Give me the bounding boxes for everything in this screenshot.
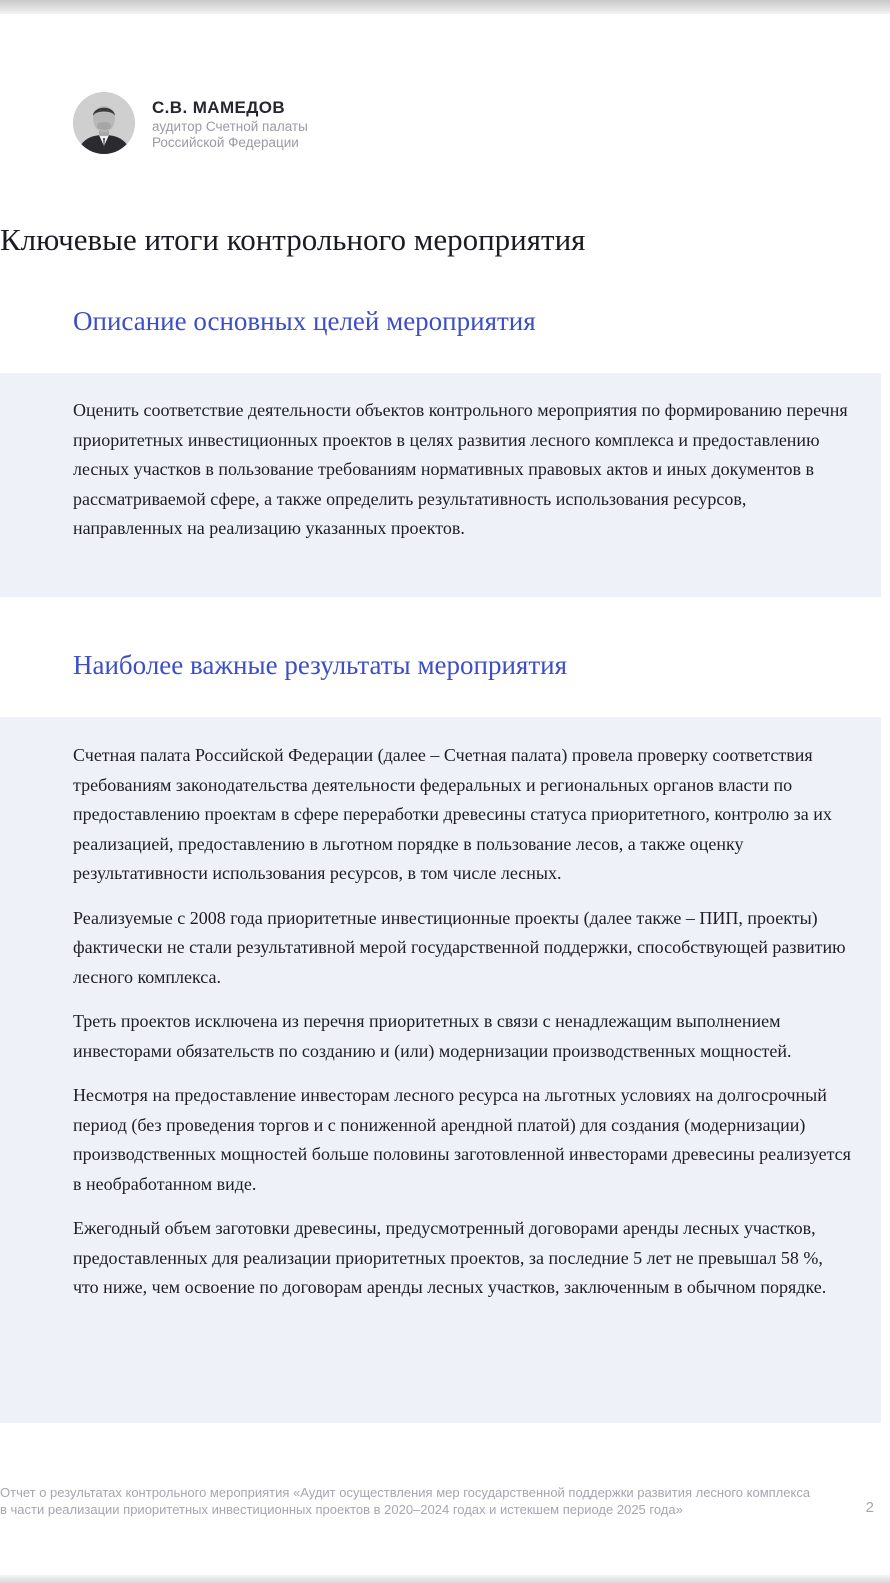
author-name: С.В. МАМЕДОВ: [152, 98, 286, 117]
goals-heading: Описание основных целей мероприятия: [73, 306, 536, 336]
person-portrait-icon: [73, 92, 135, 154]
results-paragraph: Треть проектов исключена из перечня приоритетных в связи с ненадлежащим выполнением инвесторами обязательств по созданию и (или) модернизации производственных мощностей.: [73, 1011, 792, 1061]
results-panel: [0, 717, 881, 1423]
top-edge: [0, 0, 890, 14]
page-number: 2: [865, 1499, 874, 1516]
results-paragraph: Счетная палата Российской Федерации (далее – Счетная палата) провела проверку соответствия требованиям законодательства деятельности федеральных и региональных органов власти по предоставлению проектам в сфере переработки древесины статуса приоритетного, контролю за их реализацией, предоставлению в льготном порядке в пользование лесов, а также оценку результативности использования ресурсов, в том числе лесных.: [73, 745, 832, 883]
page-title: Ключевые итоги контрольного мероприятия: [0, 222, 586, 257]
results-paragraph: Ежегодный объем заготовки древесины, предусмотренный договорами аренды лесных участков, предоставленных для реализации приоритетных проектов, за последние 5 лет не превышал 58 %, что ниже, чем освоение по договорам аренды лесных участков, заключенным в обычном порядке.: [73, 1218, 827, 1297]
results-paragraph: Реализуемые с 2008 года приоритетные инвестиционные проекты (далее также – ПИП, проекты) фактически не стали результативной мерой государственной поддержки, способствующей развитию лесного комплекса.: [73, 907, 846, 987]
results-paragraph: Несмотря на предоставление инвесторам лесного ресурса на льготных условиях на долгосрочный период (без проведения торгов и с пониженной арендной платой) для создания (модернизации) производственных мощностей больше половины заготовленной инвесторами древесины реализуется в необработанном виде.: [73, 1085, 851, 1194]
goals-panel: [0, 373, 881, 597]
author-role-line: Российской Федерации: [152, 135, 299, 150]
goals-paragraph: Оценить соответствие деятельности объектов контрольного мероприятия по формированию перечня приоритетных инвестиционных проектов в целях развития лесного комплекса и предоставлению лесных участков в пользование требованиям нормативных правовых актов и иных документов в рассматриваемой сфере, а также определить результативность использования ресурсов, направленных на реализацию указанных проектов.: [73, 400, 848, 538]
results-heading: Наиболее важные результаты мероприятия: [73, 650, 568, 680]
footer-report-title: Отчет о результатах контрольного мероприятия «Аудит осуществления мер государственной поддержки развития лесного комплекса в части реализации приоритетных инвестиционных проектов в 2020–2024 годах и истекшем периоде 2025 года»: [0, 1485, 811, 1517]
bottom-edge: [0, 1575, 890, 1583]
author-role-line: аудитор Счетной палаты: [152, 119, 308, 134]
author-role: [152, 119, 308, 151]
